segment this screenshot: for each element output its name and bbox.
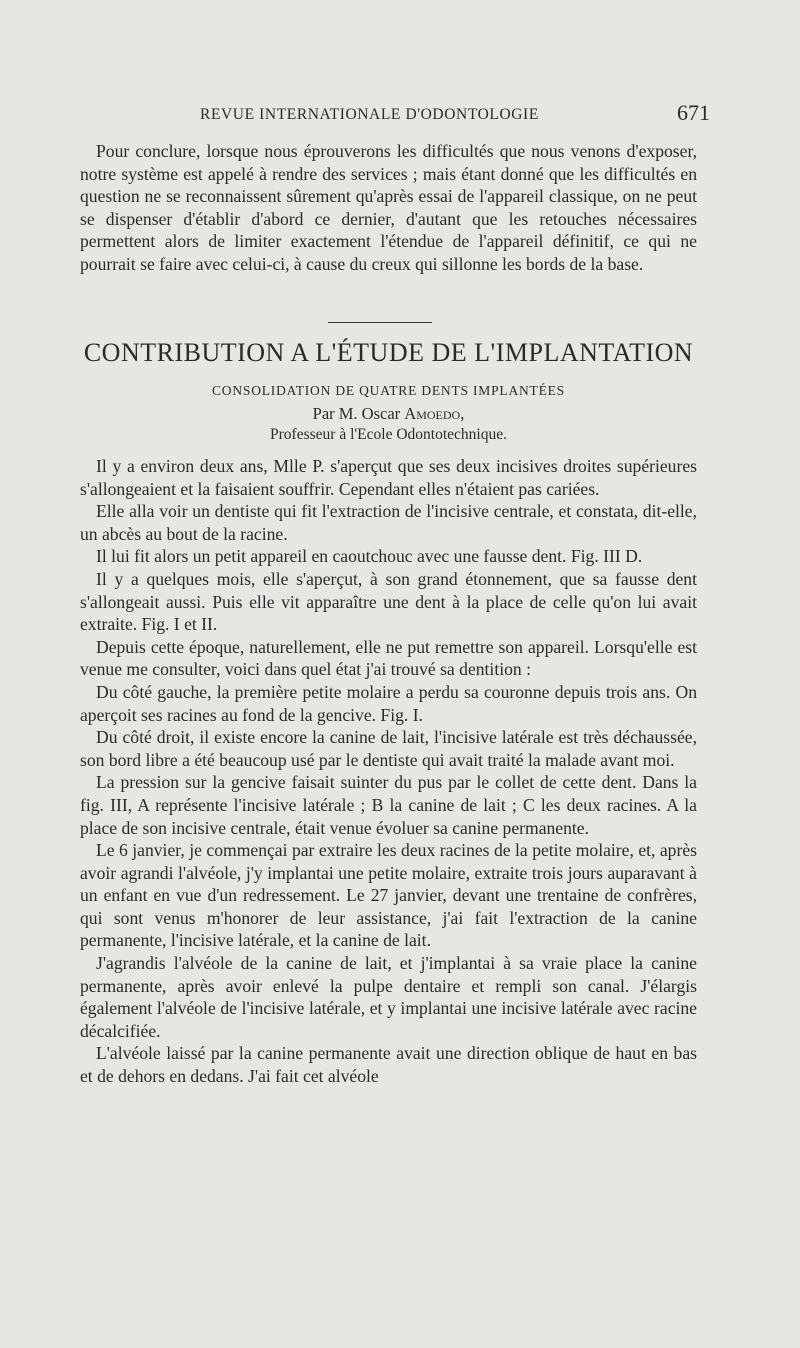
body-paragraph: La pression sur la gencive faisait suinter du pus par le collet de cette dent. Dans la fig. III, A représente l'incisive latérale ; B la canine de lait ; C les deux racines. A la place de son incisive centrale, était venue évoluer sa canine permanente. (80, 772, 697, 838)
body-paragraph: Il y a environ deux ans, Mlle P. s'aperçut que ses deux incisives droites supérieures s'allongeaient et la faisaient souffrir. Cependant elles n'étaient pas cariées. (80, 456, 697, 499)
article-title: CONTRIBUTION A L'ÉTUDE DE L'IMPLANTATION (83, 338, 694, 367)
author-affiliation: Professeur à l'Ecole Odontotechnique. (270, 426, 507, 443)
body-paragraph: Le 6 janvier, je commençai par extraire les deux racines de la petite molaire, et, après avoir agrandi l'alvéole, j'y implantai une petite molaire, extraite trois jours auparavant à un enfant en vue d'un redressement. Le 27 janvier, devant une trentaine de confrères, qui sont venus m'honorer de leur assistance, j'ai fait l'extraction de la canine permanente, l'incisive latérale, et la canine de lait. (80, 840, 697, 951)
body-paragraph: L'alvéole laissé par la canine permanente avait une direction oblique de haut en bas et de dehors en dedans. J'ai fait cet alvéole (80, 1043, 697, 1087)
intro-section (80, 140, 697, 276)
body-paragraph: J'agrandis l'alvéole de la canine de lait, et j'implantai à sa vraie place la canine permanente, après avoir enlevé la pulpe dentaire et rempli son canal. J'élargis également l'alvéole de l'incisive latérale, et y implantai une incisive latérale avec racine décalcifiée. (80, 953, 697, 1041)
author-surname: Amoedo, (404, 404, 465, 423)
page-number: 671 (677, 100, 710, 125)
body-paragraph: Du côté droit, il existe encore la canine de lait, l'incisive latérale est très déchaussée, son bord libre a été beaucoup usé par le dentiste qui avait traité la malade avant moi. (80, 727, 697, 770)
article-subtitle: CONSOLIDATION DE QUATRE DENTS IMPLANTÉES (212, 383, 565, 398)
body-paragraph: Il lui fit alors un petit appareil en caoutchouc avec une fausse dent. Fig. III D. (96, 546, 643, 567)
body-paragraph: Elle alla voir un dentiste qui fit l'extraction de l'incisive centrale, et constata, dit-elle, un abcès au bout de la racine. (80, 501, 697, 544)
page-header (80, 100, 710, 130)
article-author (80, 404, 697, 424)
article-body (80, 455, 697, 1088)
body-paragraph: Il y a quelques mois, elle s'aperçut, à son grand étonnement, que sa fausse dent s'allongeait aussi. Puis elle vit apparaître une dent à la place de celle qu'on lui avait extraite. Fig. I et II. (80, 568, 697, 635)
running-title: REVUE INTERNATIONALE D'ODONTOLOGIE (200, 106, 539, 123)
body-paragraph: Du côté gauche, la première petite molaire a perdu sa couronne depuis trois ans. On aperçoit ses racines au fond de la gencive. Fig. I. (80, 681, 697, 725)
section-separator (328, 322, 432, 323)
body-paragraph: Depuis cette époque, naturellement, elle ne put remettre son appareil. Lorsqu'elle est venue me consulter, voici dans quel état j'ai trouvé sa dentition : (80, 636, 697, 680)
intro-paragraph: Pour conclure, lorsque nous éprouverons les difficultés que nous venons d'exposer, notre système est appelé à rendre des services ; mais étant donné que les difficultés en question ne se reconnaissent sûrement qu'après essai de l'appareil classique, on ne peut se dispenser d'établir d'abord ce dernier, d'autant que les retouches nécessaires permettent alors de limiter exactement l'étendue de l'appareil définitif, ce qui ne pourrait se faire avec celui-ci, à cause du creux qui sillonne les bords de la base. (80, 141, 697, 274)
author-prefix: Par M. Oscar (312, 404, 401, 423)
